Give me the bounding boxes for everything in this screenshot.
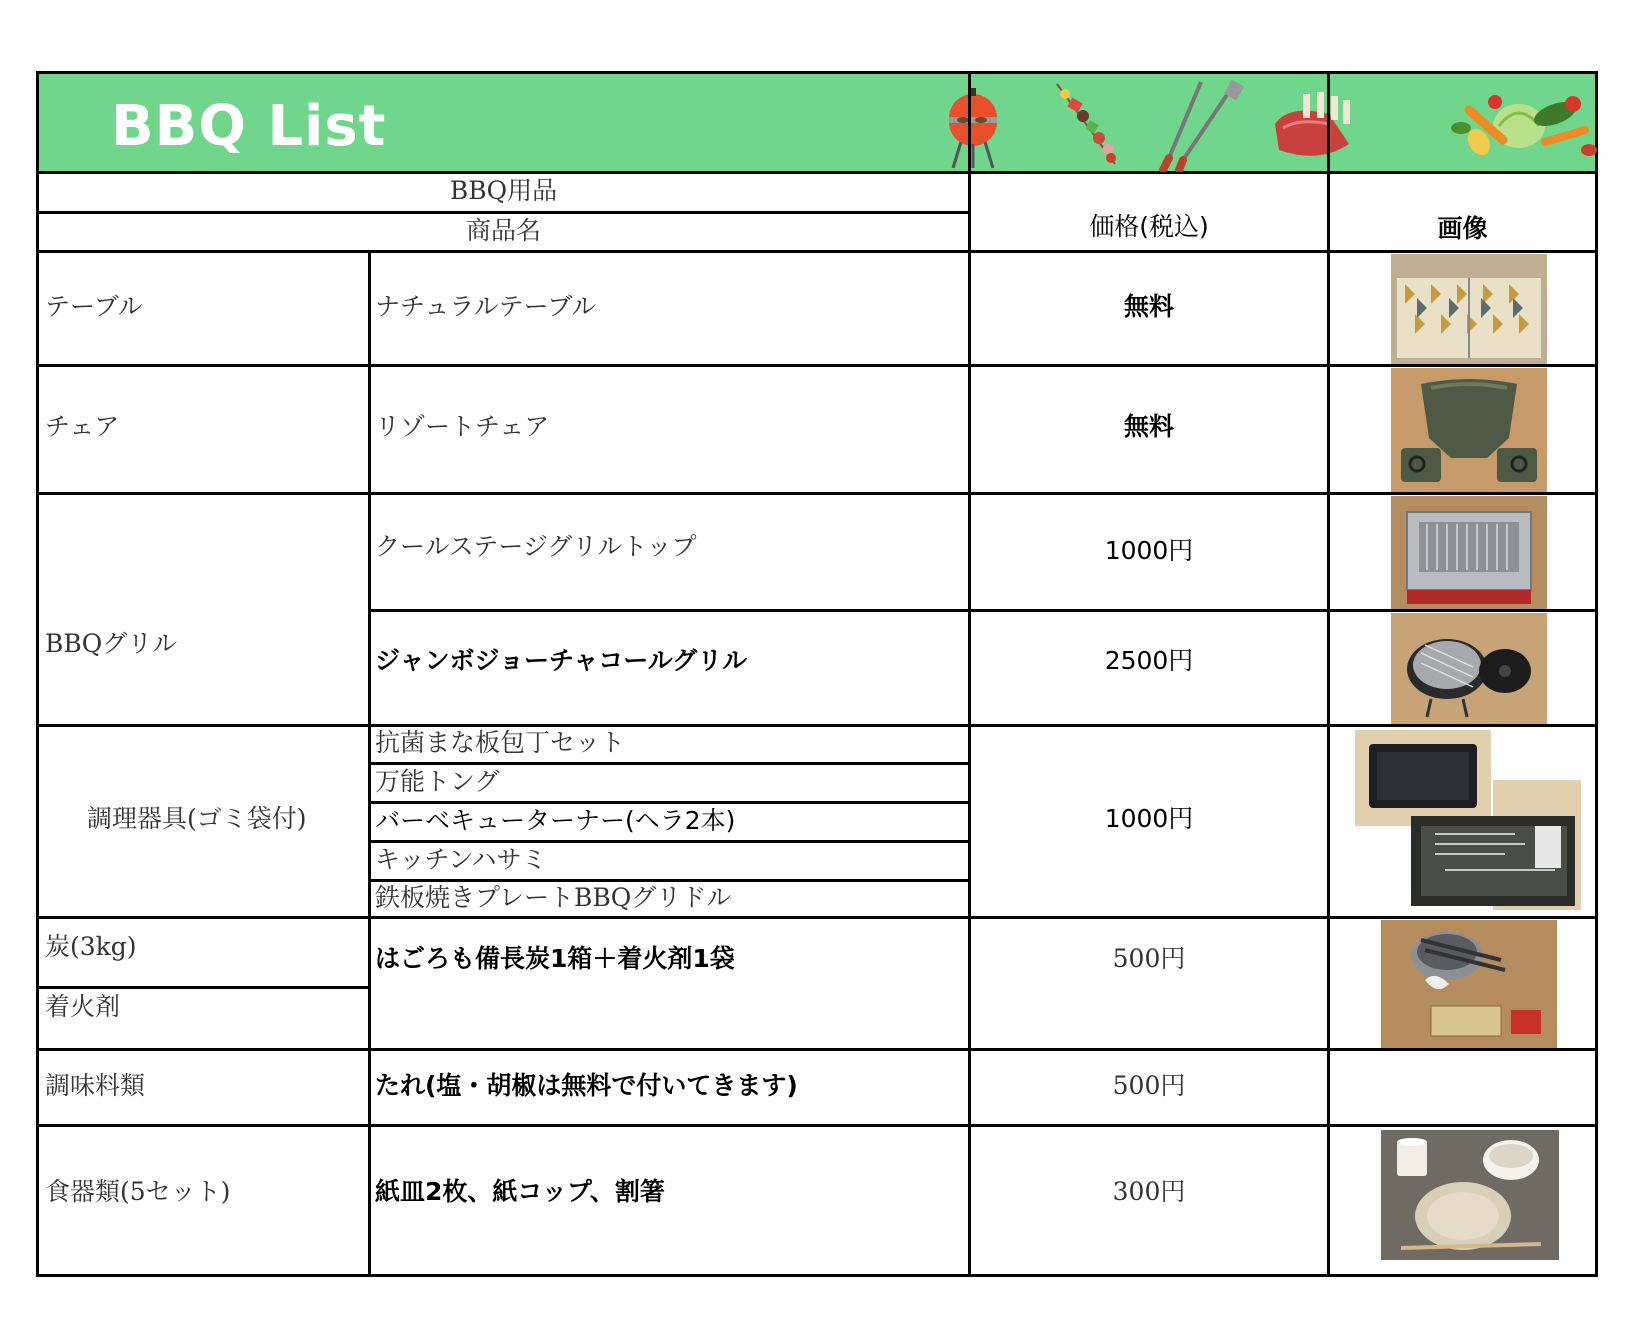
category-seasonings: 調味料類: [45, 1071, 146, 1100]
category-table: テーブル: [45, 292, 143, 321]
tableware-photo: [1381, 1130, 1559, 1260]
item-kitchen-scissors: キッチンハサミ: [375, 845, 547, 874]
table-photo: [1391, 254, 1547, 364]
price-table: 無料: [1123, 292, 1174, 321]
item-binchotan-set: はごろも備長炭1箱＋着火剤1袋: [375, 944, 735, 973]
header-image-label: 画像: [1437, 214, 1488, 243]
tongs-icon: [1149, 76, 1249, 172]
ribs-icon: [1269, 84, 1359, 166]
price-tableware: 300円: [1112, 1177, 1186, 1206]
bbq-list-table: [36, 71, 1598, 1277]
grill-top-photo: [1391, 496, 1547, 609]
category-firestarter: 着火剤: [45, 992, 121, 1021]
item-cutting-board-knife-set: 抗菌まな板包丁セット: [375, 728, 626, 757]
grill-icon: [941, 80, 1005, 170]
item-resort-chair: リゾートチェア: [375, 412, 550, 441]
item-bbq-turner: バーベキューターナー(ヘラ2本): [375, 806, 736, 835]
charcoal-grill-photo: [1391, 613, 1547, 724]
price-charcoal: 500円: [1112, 944, 1186, 973]
price-grill-top: 1000円: [1104, 536, 1194, 565]
title-banner: [39, 74, 1595, 174]
price-charcoal-grill: 2500円: [1104, 646, 1194, 675]
skewer-icon: [1049, 78, 1129, 170]
item-cool-stage-grill-top: クールステージグリルトップ: [375, 532, 697, 561]
cooking-tools-photo: [1355, 730, 1581, 910]
item-paper-plates-cups-chopsticks: 紙皿2枚、紙コップ、割箸: [375, 1177, 665, 1206]
price-chair: 無料: [1123, 412, 1174, 441]
category-chair: チェア: [45, 412, 120, 441]
price-seasonings: 500円: [1112, 1071, 1186, 1100]
category-cooking-tools: 調理器具(ゴミ袋付): [87, 804, 307, 833]
header-price-label: 価格(税込): [1089, 212, 1209, 241]
page-title: BBQ List: [111, 94, 387, 159]
chair-photo: [1391, 368, 1547, 492]
header-name-label: 商品名: [465, 216, 541, 245]
item-universal-tongs: 万能トング: [375, 767, 500, 796]
vegetables-icon: [1449, 80, 1599, 168]
charcoal-photo: [1381, 920, 1557, 1048]
price-cooking-tools: 1000円: [1104, 804, 1194, 833]
category-charcoal: 炭(3kg): [45, 932, 137, 961]
item-jumbo-joe-charcoal-grill: ジャンボジョーチャコールグリル: [375, 646, 748, 675]
item-sauce: たれ(塩・胡椒は無料で付いてきます): [375, 1071, 798, 1100]
category-bbq-grill: BBQグリル: [45, 629, 178, 658]
item-bbq-griddle: 鉄板焼きプレートBBQグリドル: [375, 883, 732, 912]
header-group-label: BBQ用品: [449, 176, 558, 205]
item-natural-table: ナチュラルテーブル: [375, 292, 597, 321]
category-tableware: 食器類(5セット): [45, 1177, 231, 1206]
